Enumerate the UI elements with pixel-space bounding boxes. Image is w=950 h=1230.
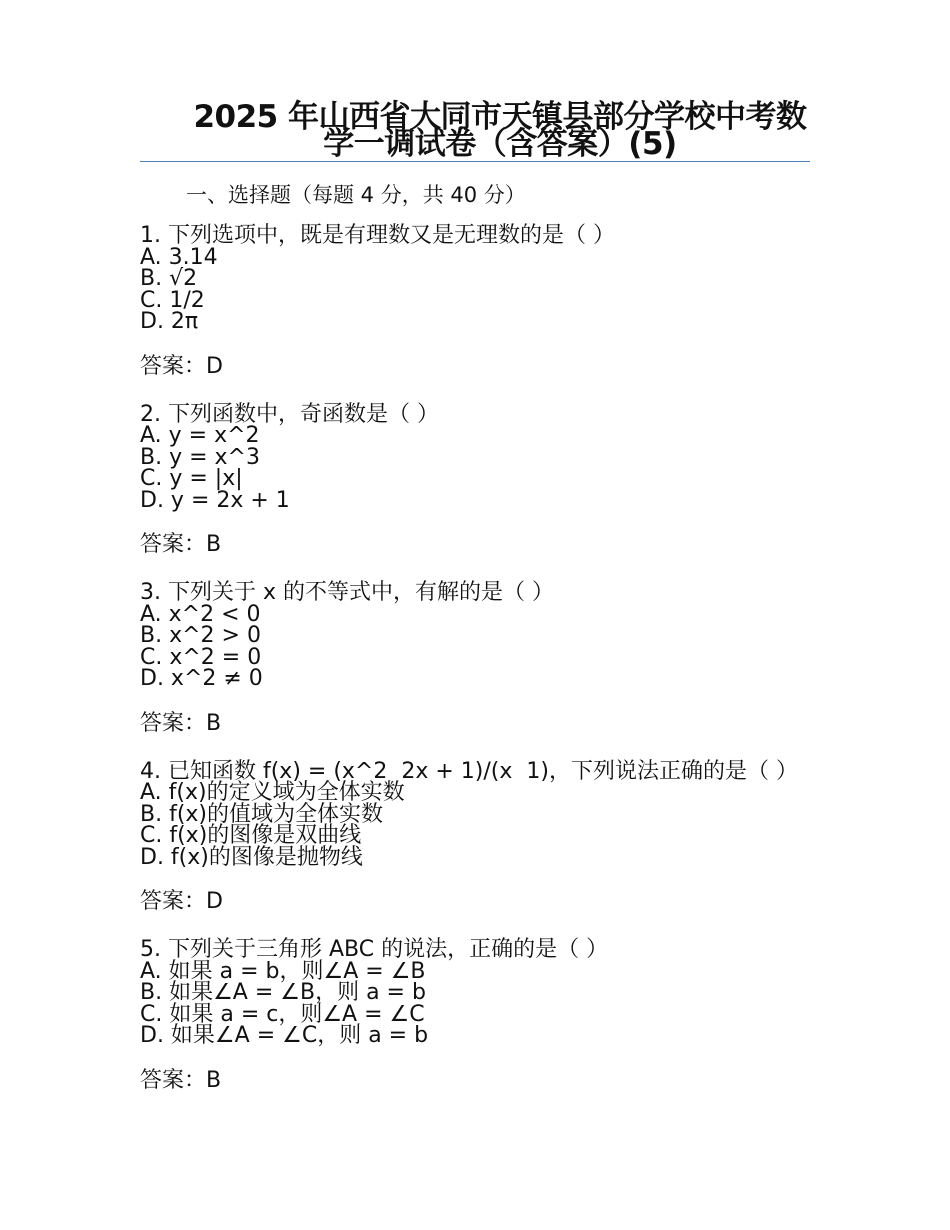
option-a: A. 3.14 bbox=[140, 244, 218, 270]
option-b: B. x^2 > 0 bbox=[140, 623, 261, 648]
option-c: C. f(x)的图像是双曲线 bbox=[140, 823, 362, 848]
option-b: B. 如果∠A = ∠B，则 a = b bbox=[140, 980, 426, 1005]
document-title: 2025 年山西省大同市天镇县部分学校中考数学一调试卷（含答案）(5) bbox=[193, 99, 807, 162]
option-d: D. 2π bbox=[140, 309, 199, 334]
answer-line: 答案：B bbox=[140, 710, 222, 736]
question-2 bbox=[140, 401, 810, 560]
answer-line: 答案：B bbox=[140, 1067, 222, 1093]
question-text: 1. 下列选项中，既是有理数又是无理数的是（ ） bbox=[140, 223, 615, 248]
option-a: A. x^2 < 0 bbox=[140, 601, 261, 627]
option-b: B. y = x^3 bbox=[140, 444, 260, 470]
option-d: D. x^2 ≠ 0 bbox=[140, 666, 263, 691]
option-b: B. √2 bbox=[140, 266, 198, 291]
answer-line: 答案：D bbox=[140, 353, 223, 379]
answer-line: 答案：D bbox=[140, 889, 223, 914]
option-c: C. y = |x| bbox=[140, 466, 243, 491]
question-5 bbox=[140, 939, 810, 1095]
option-c: C. 如果 a = c，则∠A = ∠C bbox=[140, 1001, 425, 1027]
answer-line: 答案：B bbox=[140, 532, 222, 557]
option-c: C. 1/2 bbox=[140, 287, 205, 313]
question-1 bbox=[140, 225, 810, 381]
question-text: 4. 已知函数 f(x) = (x^2 2x + 1)/(x 1)，下列说法正确的是（ ） bbox=[140, 758, 798, 784]
question-text: 5. 下列关于三角形 ABC 的说法，正确的是（ ） bbox=[140, 937, 609, 962]
option-b: B. f(x)的值域为全体实数 bbox=[140, 801, 384, 827]
question-3 bbox=[140, 582, 810, 738]
question-4 bbox=[140, 758, 810, 917]
question-text: 2. 下列函数中，奇函数是（ ） bbox=[140, 401, 439, 427]
question-list bbox=[140, 225, 810, 1118]
option-a: A. y = x^2 bbox=[140, 423, 260, 448]
option-a: A. f(x)的定义域为全体实数 bbox=[140, 780, 405, 805]
option-d: D. f(x)的图像是抛物线 bbox=[140, 844, 363, 870]
option-c: C. x^2 = 0 bbox=[140, 644, 262, 670]
question-text: 3. 下列关于 x 的不等式中，有解的是（ ） bbox=[140, 580, 554, 605]
section-heading: 一、选择题（每题 4 分，共 40 分） bbox=[186, 183, 526, 207]
option-d: D. 如果∠A = ∠C，则 a = b bbox=[140, 1023, 429, 1048]
option-a: A. 如果 a = b，则∠A = ∠B bbox=[140, 958, 426, 984]
option-d: D. y = 2x + 1 bbox=[140, 487, 290, 513]
title-underline bbox=[140, 161, 810, 162]
